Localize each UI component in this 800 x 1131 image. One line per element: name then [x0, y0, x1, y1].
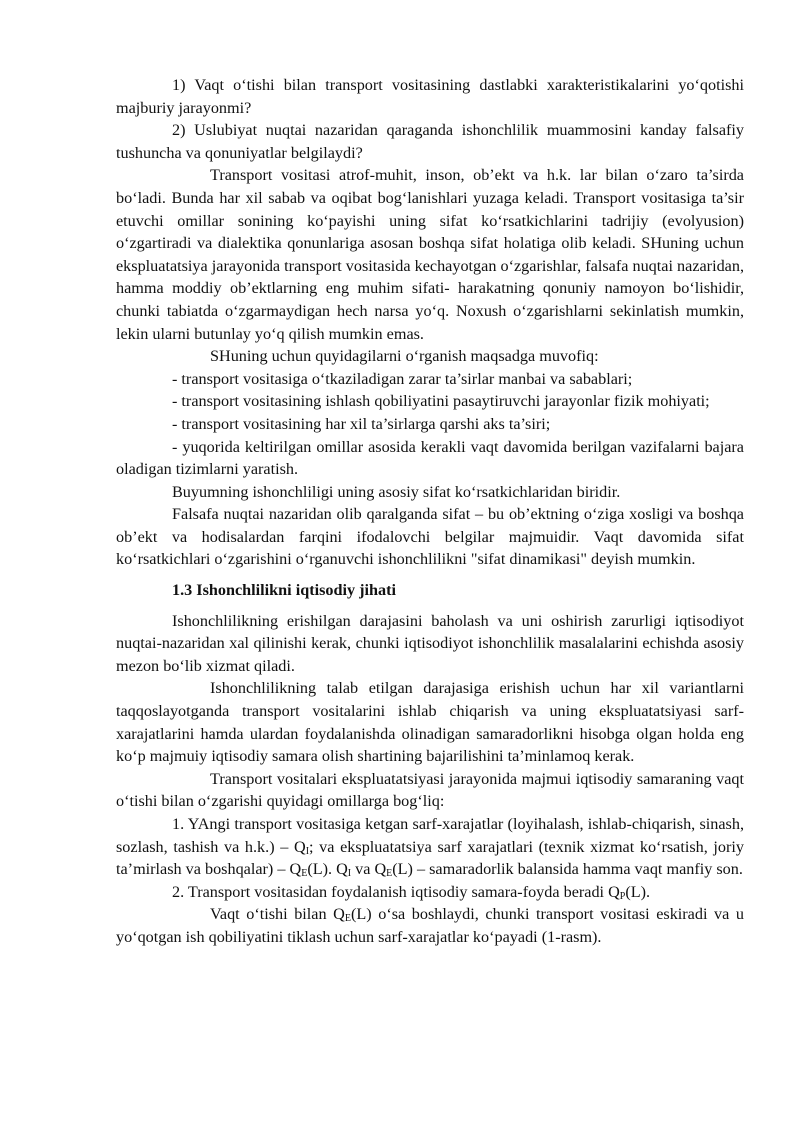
paragraph-reliability-quality: Buyumning ishonchliligi uning asosiy sifat ko‘rsatkichlaridan biridir.: [172, 482, 621, 501]
document-page: [116, 74, 744, 949]
numbered-item-2: 2. Transport vositasidan foydalanish iqtisodiy samara-foyda beradi $Q_P(L)$.: [172, 882, 651, 902]
question-2: 2) Uslubiyat nuqtai nazaridan qaraganda ishonchlilik muammosini kanday falsafiy tushuncha va qonuniyatlar belgilaydi?: [116, 121, 744, 162]
section-heading: 1.3 Ishonchlilikni iqtisodiy jihati: [172, 581, 397, 600]
paragraph-economic-factors: Transport vositalari ekspluatatsiyasi jarayonida majmui iqtisodiy samaraning vaqt o‘tishi bilan o‘zgarishi quyidagi omillarga bog‘liq:: [116, 769, 744, 811]
paragraph-economic-criterion: Ishonchlilikning erishilgan darajasini baholash va uni oshirish zarurligi iqtisodiyot nuqtai-nazaridan xal qilinishi kerak, chunki iqtisodiyot ishonchlilik masalalarini echishda asosiy mezon bo‘lib xizmat qiladi.: [116, 611, 744, 675]
list-item-damage-sources: - transport vositasiga o‘tkaziladigan zarar ta’sirlar manbai va sabablari;: [172, 369, 633, 388]
paragraph-transport-interaction: Transport vositasi atrof-muhit, inson, ob’ekt va h.k. lar bilan o‘zaro ta’sirda bo‘ladi. Bunda har xil sabab va oqibat bog‘lanishlari yuzaga keladi. Transport vositasiga ta’sir etuvchi omillar sonining ko‘payishi uning sifat ko‘rsatkichlarini tadrijiy (evolyusion) o‘zgartiradi va dialektika qonunlariga asosan boshqa sifat holatiga olib keladi. SHuning uchun ekspluatatsiya jarayonida transport vositasida kechayotgan o‘zgarishlar, falsafa nuqtai nazaridan, hamma moddiy ob’ektlarning eng muhim sifati- harakatning qonuniy namoyon bo‘lishidir, chunki tabiatda o‘zgarmaydigan hech narsa yo‘q. Noxush o‘zgarishlarni sekinlatish mumkin, lekin ularni butunlay yo‘q qilish mumkin emas.: [116, 166, 744, 343]
paragraph-philosophy-quality: Falsafa nuqtai nazaridan olib qaralganda sifat – bu ob’ektning o‘ziga xosligi va boshqa ob’ekt va hodisalardan farqini ifodalovchi belgilar majmuidir. Vaqt davomida sifat ko‘rsatkichlari o‘zgarishini o‘rganuvchi ishonchlilikni "sifat dinamikasi" deyish mumkin.: [116, 505, 744, 569]
list-item-counter-effect: - transport vositasining har xil ta’sirlarga qarshi aks ta’siri;: [172, 414, 551, 433]
numbered-item-1: 1. YAngi transport vositasiga ketgan sarf-xarajatlar (loyihalash, ishlab-chiqarish, sinash, sozlash, tashish va $h.k.) - Q_I$; va ekspluatatsiya sarf xarajatlari (texnik xizmat ko‘rsatish, joriy ta’mirlash va boshqalar) – $Q_E(L)$. $Q_I$ va $Q_E(L)$ – samaradorlik balansida hamma vaqt manfiy son.: [116, 815, 744, 880]
list-item-create-systems: - yuqorida keltirilgan omillar asosida kerakli vaqt davomida berilgan vazifalarni bajara oladigan tizimlarni yaratish.: [116, 437, 744, 479]
question-1: 1) Vaqt o‘tishi bilan transport vositasining dastlabki xarakteristikalarini yo‘qotishi majburiy jarayonmi?: [116, 76, 744, 117]
paragraph-variants-comparison: Ishonchlilikning talab etilgan darajasiga erishish uchun har xil variantlarni taqqoslayotganda transport vositalarini ishlab chiqarish va uning ekspluatatsiyasi sarf-xarajatlarini hamda ulardan foydalanishda olinadigan samaradorlikni hisobga olgan holda eng ko‘p majmuiy iqtisodiy samara olish shartining bajarilishini ta’minlamoq kerak.: [116, 679, 744, 766]
paragraph-costs-growth: Vaqt o‘tishi bilan $Q_E(L)$ o‘sa boshlaydi, chunki transport vositasi eskiradi va u yo‘qotgan ish qobiliyatini tiklash uchun sarf-xarajatlar ko‘payadi (1-rasm).: [116, 905, 744, 946]
paragraph-study-goals: SHuning uchun quyidagilarni o‘rganish maqsadga muvofiq:: [210, 347, 599, 366]
list-item-physical-essence: - transport vositasining ishlash qobiliyatini pasaytiruvchi jarayonlar fizik mohiyati;: [172, 392, 710, 411]
